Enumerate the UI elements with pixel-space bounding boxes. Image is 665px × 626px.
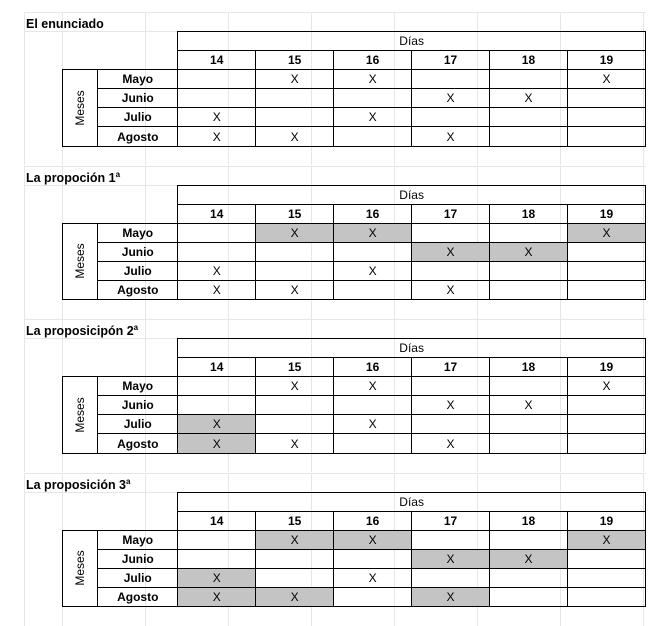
- mark-cell: [490, 261, 568, 280]
- proposition-section: [24, 473, 646, 626]
- day-header-cell: 14: [178, 51, 256, 70]
- day-header-cell: 18: [490, 204, 568, 223]
- mark-cell: [412, 377, 490, 396]
- month-label: Mayo: [98, 530, 178, 549]
- mark-cell: [334, 396, 412, 415]
- empty-corner-cell: [63, 339, 178, 358]
- months-axis-label: Meses: [74, 551, 86, 586]
- days-axis-label: Días: [178, 185, 646, 204]
- days-axis-label: Días: [178, 492, 646, 511]
- months-axis-label: Meses: [74, 90, 86, 125]
- day-header-cell: 19: [567, 51, 645, 70]
- mark-cell: X: [412, 434, 490, 453]
- mark-cell: [567, 261, 645, 280]
- day-header-cell: 16: [334, 204, 412, 223]
- mark-cell: [256, 568, 334, 587]
- mark-cell: [567, 127, 645, 146]
- highlighted-mark-cell: X: [567, 223, 645, 242]
- highlighted-mark-cell: X: [567, 530, 645, 549]
- axis-header-row: [63, 339, 646, 358]
- mark-cell: X: [412, 89, 490, 108]
- mark-cell: [412, 261, 490, 280]
- day-header-cell: 14: [178, 511, 256, 530]
- mark-cell: [567, 242, 645, 261]
- mark-cell: X: [490, 89, 568, 108]
- mark-cell: X: [412, 396, 490, 415]
- gridline: [24, 319, 646, 320]
- highlighted-mark-cell: X: [490, 242, 568, 261]
- mark-cell: [490, 223, 568, 242]
- mark-cell: [490, 568, 568, 587]
- mark-cell: [567, 434, 645, 453]
- mark-cell: [490, 70, 568, 89]
- highlighted-mark-cell: X: [334, 223, 412, 242]
- mark-cell: X: [178, 108, 256, 127]
- mark-cell: [567, 415, 645, 434]
- month-label: Agosto: [98, 280, 178, 299]
- mark-cell: [490, 280, 568, 299]
- month-row: [63, 415, 646, 434]
- month-row: [63, 223, 646, 242]
- mark-cell: [178, 530, 256, 549]
- mark-cell: X: [178, 261, 256, 280]
- mark-cell: [256, 89, 334, 108]
- day-header-cell: 17: [412, 204, 490, 223]
- section-title-ordinal: a: [126, 477, 130, 486]
- highlighted-mark-cell: X: [412, 549, 490, 568]
- month-label: Mayo: [98, 377, 178, 396]
- day-header-cell: 17: [412, 51, 490, 70]
- schedule-table: [62, 185, 646, 301]
- months-axis-cell: [63, 223, 98, 299]
- gridline: [24, 166, 25, 319]
- mark-cell: [567, 280, 645, 299]
- day-header-cell: 19: [567, 358, 645, 377]
- day-number-row: [63, 511, 646, 530]
- mark-cell: X: [256, 280, 334, 299]
- month-row: [63, 242, 646, 261]
- axis-header-row: [63, 185, 646, 204]
- month-label: Agosto: [98, 587, 178, 606]
- month-row: [63, 587, 646, 606]
- highlighted-mark-cell: X: [412, 587, 490, 606]
- mark-cell: X: [256, 70, 334, 89]
- empty-corner-cell: [63, 511, 178, 530]
- month-row: [63, 396, 646, 415]
- day-header-cell: 18: [490, 51, 568, 70]
- highlighted-mark-cell: X: [490, 549, 568, 568]
- mark-cell: X: [567, 70, 645, 89]
- mark-cell: [334, 242, 412, 261]
- gridline: [24, 473, 25, 626]
- month-row: [63, 70, 646, 89]
- day-header-cell: 16: [334, 51, 412, 70]
- month-row: [63, 261, 646, 280]
- day-header-cell: 15: [256, 51, 334, 70]
- day-header-cell: 19: [567, 511, 645, 530]
- day-number-row: [63, 51, 646, 70]
- month-label: Junio: [98, 396, 178, 415]
- schedule-table: [62, 31, 646, 147]
- proposition-section: [24, 319, 646, 473]
- month-row: [63, 434, 646, 453]
- schedule-table: [62, 338, 646, 454]
- mark-cell: X: [412, 280, 490, 299]
- month-label: Julio: [98, 568, 178, 587]
- section-title: [26, 16, 104, 31]
- months-axis-cell: [63, 530, 98, 606]
- schedule-table: [62, 492, 646, 608]
- day-header-cell: 16: [334, 511, 412, 530]
- mark-cell: X: [490, 396, 568, 415]
- section-title-ordinal: a: [134, 323, 138, 332]
- day-number-row: [63, 204, 646, 223]
- day-header-cell: 18: [490, 511, 568, 530]
- mark-cell: [412, 415, 490, 434]
- month-row: [63, 127, 646, 146]
- day-header-cell: 15: [256, 511, 334, 530]
- mark-cell: [412, 223, 490, 242]
- mark-cell: [567, 89, 645, 108]
- day-number-row: [63, 358, 646, 377]
- proposition-section: [24, 12, 646, 166]
- month-label: Junio: [98, 242, 178, 261]
- highlighted-mark-cell: X: [178, 434, 256, 453]
- section-title-text: La propoción 1: [26, 171, 116, 185]
- months-axis-cell: [63, 377, 98, 453]
- months-axis-label: Meses: [74, 244, 86, 279]
- highlighted-mark-cell: X: [334, 530, 412, 549]
- mark-cell: [490, 434, 568, 453]
- month-row: [63, 89, 646, 108]
- day-header-cell: 17: [412, 511, 490, 530]
- mark-cell: [334, 587, 412, 606]
- gridline: [24, 166, 646, 167]
- mark-cell: [178, 377, 256, 396]
- mark-cell: [256, 242, 334, 261]
- mark-cell: [256, 396, 334, 415]
- empty-corner-cell: [63, 358, 178, 377]
- mark-cell: X: [178, 127, 256, 146]
- mark-cell: [412, 568, 490, 587]
- mark-cell: X: [334, 377, 412, 396]
- mark-cell: [256, 108, 334, 127]
- day-header-cell: 16: [334, 358, 412, 377]
- gridline: [24, 319, 25, 472]
- section-title-text: La proposición 3: [26, 478, 126, 492]
- months-axis-cell: [63, 70, 98, 146]
- day-header-cell: 19: [567, 204, 645, 223]
- mark-cell: [334, 89, 412, 108]
- highlighted-mark-cell: X: [256, 530, 334, 549]
- month-label: Mayo: [98, 223, 178, 242]
- day-header-cell: 17: [412, 358, 490, 377]
- days-axis-label: Días: [178, 339, 646, 358]
- month-label: Agosto: [98, 434, 178, 453]
- gridline: [24, 12, 25, 165]
- mark-cell: [256, 549, 334, 568]
- mark-cell: [490, 377, 568, 396]
- proposition-section: [24, 166, 646, 320]
- axis-header-row: [63, 492, 646, 511]
- month-label: Junio: [98, 89, 178, 108]
- mark-cell: [178, 89, 256, 108]
- mark-cell: [490, 587, 568, 606]
- section-title-ordinal: a: [116, 170, 120, 179]
- mark-cell: X: [334, 261, 412, 280]
- month-label: Junio: [98, 549, 178, 568]
- days-axis-label: Días: [178, 32, 646, 51]
- mark-cell: [567, 396, 645, 415]
- day-header-cell: 14: [178, 358, 256, 377]
- mark-cell: X: [334, 415, 412, 434]
- mark-cell: [567, 587, 645, 606]
- mark-cell: [334, 280, 412, 299]
- mark-cell: [490, 108, 568, 127]
- mark-cell: [178, 242, 256, 261]
- highlighted-mark-cell: X: [178, 415, 256, 434]
- mark-cell: X: [412, 127, 490, 146]
- month-row: [63, 549, 646, 568]
- mark-cell: [256, 261, 334, 280]
- section-title-text: El enunciado: [26, 17, 104, 31]
- month-label: Julio: [98, 108, 178, 127]
- gridline: [24, 12, 646, 13]
- empty-corner-cell: [63, 204, 178, 223]
- mark-cell: [178, 549, 256, 568]
- month-row: [63, 377, 646, 396]
- spreadsheet: [24, 12, 646, 626]
- highlighted-mark-cell: X: [256, 587, 334, 606]
- highlighted-mark-cell: X: [178, 568, 256, 587]
- mark-cell: [412, 70, 490, 89]
- mark-cell: [412, 108, 490, 127]
- mark-cell: [490, 127, 568, 146]
- mark-cell: [178, 223, 256, 242]
- day-header-cell: 15: [256, 204, 334, 223]
- section-title-text: La proposicipón 2: [26, 324, 134, 338]
- empty-corner-cell: [63, 492, 178, 511]
- day-header-cell: 15: [256, 358, 334, 377]
- day-header-cell: 18: [490, 358, 568, 377]
- mark-cell: [256, 415, 334, 434]
- highlighted-mark-cell: X: [178, 587, 256, 606]
- mark-cell: X: [256, 377, 334, 396]
- month-label: Agosto: [98, 127, 178, 146]
- month-row: [63, 568, 646, 587]
- mark-cell: X: [178, 280, 256, 299]
- mark-cell: X: [334, 108, 412, 127]
- month-row: [63, 280, 646, 299]
- empty-corner-cell: [63, 32, 178, 51]
- month-row: [63, 108, 646, 127]
- mark-cell: X: [256, 434, 334, 453]
- mark-cell: [334, 127, 412, 146]
- mark-cell: [490, 530, 568, 549]
- highlighted-mark-cell: X: [256, 223, 334, 242]
- mark-cell: [178, 396, 256, 415]
- axis-header-row: [63, 32, 646, 51]
- mark-cell: [567, 549, 645, 568]
- months-axis-label: Meses: [74, 397, 86, 432]
- day-header-cell: 14: [178, 204, 256, 223]
- mark-cell: [490, 415, 568, 434]
- section-title: [26, 477, 130, 492]
- empty-corner-cell: [63, 185, 178, 204]
- mark-cell: [567, 568, 645, 587]
- mark-cell: [334, 549, 412, 568]
- month-label: Mayo: [98, 70, 178, 89]
- empty-corner-cell: [63, 51, 178, 70]
- month-label: Julio: [98, 261, 178, 280]
- mark-cell: X: [567, 377, 645, 396]
- section-title: [26, 170, 120, 185]
- mark-cell: X: [334, 568, 412, 587]
- mark-cell: X: [334, 70, 412, 89]
- mark-cell: [412, 530, 490, 549]
- highlighted-mark-cell: X: [412, 242, 490, 261]
- mark-cell: [334, 434, 412, 453]
- month-label: Julio: [98, 415, 178, 434]
- gridline: [24, 473, 646, 474]
- month-row: [63, 530, 646, 549]
- mark-cell: [567, 108, 645, 127]
- mark-cell: [178, 70, 256, 89]
- mark-cell: X: [256, 127, 334, 146]
- section-title: [26, 323, 138, 338]
